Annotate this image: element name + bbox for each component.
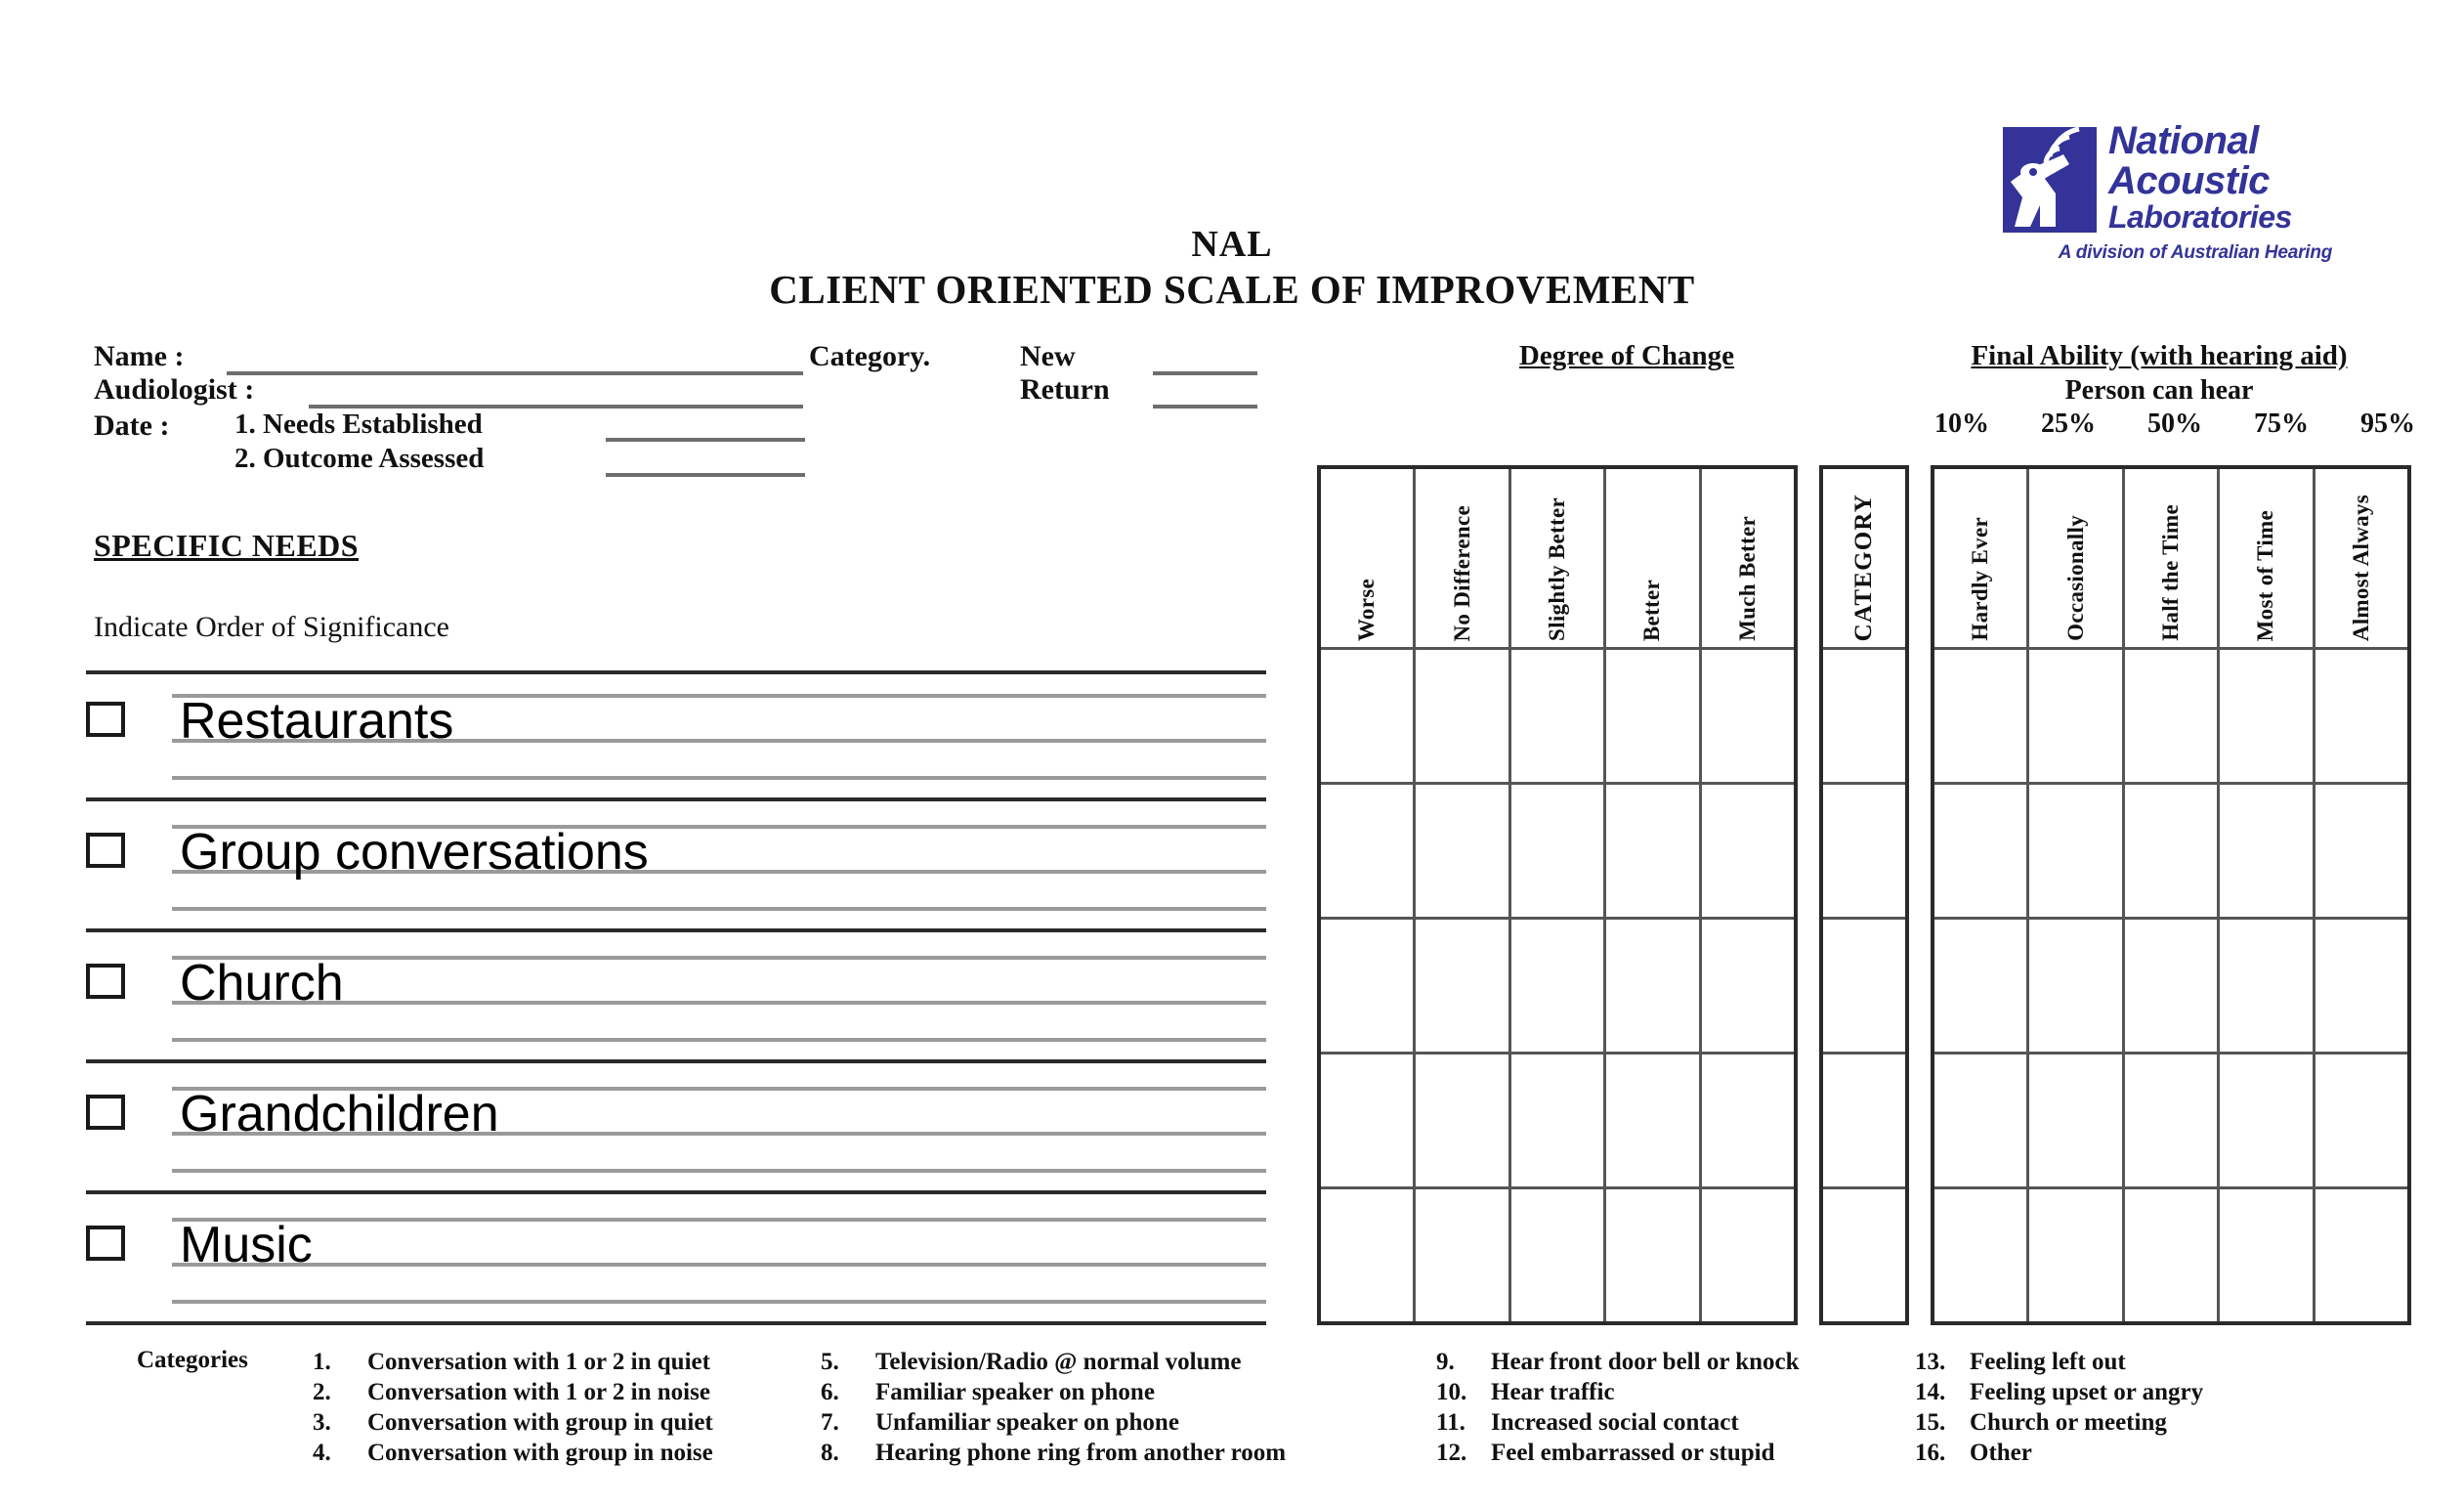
pct-25: 25%	[2041, 409, 2096, 439]
need-text-2[interactable]: Group conversations	[180, 824, 649, 881]
table-body	[1321, 650, 1794, 1321]
category-cell[interactable]	[1823, 1055, 1905, 1186]
category-text: Increased social contact	[1491, 1409, 1739, 1436]
list-item	[86, 670, 1266, 801]
final-ability-cell[interactable]	[1934, 920, 2029, 1052]
category-legend-item	[821, 1407, 1387, 1438]
degree-cell[interactable]	[1321, 1055, 1416, 1186]
degree-cell[interactable]	[1511, 920, 1606, 1052]
column-header-label: Slightly Better	[1545, 497, 1570, 641]
final-ability-heading: Final Ability (with hearing aid)	[1971, 340, 2348, 371]
final-ability-cell[interactable]	[2125, 650, 2220, 782]
table-row	[1321, 1055, 1794, 1189]
column-header-slightly-better	[1511, 469, 1606, 647]
column-header-label: Almost Always	[2348, 494, 2373, 641]
categories-column-1	[313, 1347, 782, 1468]
category-number: 3.	[313, 1409, 331, 1436]
writing-line	[172, 1169, 1266, 1173]
degree-cell[interactable]	[1511, 785, 1606, 917]
writing-line	[172, 776, 1266, 780]
pct-50: 50%	[2147, 409, 2202, 439]
category-number: 9.	[1436, 1349, 1455, 1375]
final-ability-cell[interactable]	[2125, 920, 2220, 1052]
need-text-1[interactable]: Restaurants	[180, 693, 454, 750]
page-title-nal: NAL	[1191, 224, 1273, 265]
column-header-label: No Difference	[1449, 504, 1474, 641]
order-of-significance-instruction: Indicate Order of Significance	[94, 611, 449, 643]
final-ability-cell[interactable]	[1934, 1189, 2029, 1321]
category-text: Conversation with 1 or 2 in quiet	[367, 1349, 710, 1375]
final-ability-table	[1931, 465, 2411, 1325]
degree-cell[interactable]	[1416, 1189, 1510, 1321]
column-header-no-difference	[1416, 469, 1510, 647]
category-legend-item	[313, 1407, 782, 1438]
degree-cell[interactable]	[1511, 1189, 1606, 1321]
column-header-label: Occasionally	[2062, 515, 2088, 641]
degree-cell[interactable]	[1606, 1189, 1701, 1321]
category-text: Church or meeting	[1970, 1409, 2167, 1436]
category-legend-item	[1436, 1407, 1905, 1438]
column-header-label: Hardly Ever	[1968, 517, 1993, 641]
degree-cell[interactable]	[1606, 785, 1701, 917]
degree-cell[interactable]	[1702, 1055, 1794, 1186]
list-item	[86, 1063, 1266, 1194]
degree-cell[interactable]	[1606, 1055, 1701, 1186]
logo-line-acoustic: Acoustic	[2108, 158, 2270, 202]
final-ability-cell[interactable]	[2220, 920, 2315, 1052]
category-text: Hear traffic	[1491, 1379, 1615, 1405]
new-label: New	[1020, 340, 1076, 372]
writing-line	[172, 1300, 1266, 1304]
category-text: Feeling left out	[1970, 1349, 2126, 1375]
table-row	[1934, 1189, 2407, 1321]
final-ability-cell[interactable]	[2315, 650, 2407, 782]
page-title-cosi: CLIENT ORIENTED SCALE OF IMPROVEMENT	[769, 267, 1695, 312]
table-row	[1823, 920, 1905, 1055]
category-number: 14.	[1915, 1379, 1946, 1405]
degree-cell[interactable]	[1702, 920, 1794, 1052]
category-text: Unfamiliar speaker on phone	[875, 1409, 1179, 1436]
degree-of-change-table	[1317, 465, 1798, 1325]
column-header-hardly-ever	[1934, 469, 2029, 647]
category-legend-item	[313, 1347, 782, 1377]
category-cell[interactable]	[1823, 650, 1905, 782]
category-text: Feel embarrassed or stupid	[1491, 1440, 1775, 1466]
final-ability-cell[interactable]	[2029, 650, 2124, 782]
category-number: 13.	[1915, 1349, 1946, 1375]
percentage-scale-row	[1934, 409, 2415, 440]
final-ability-cell[interactable]	[2029, 1189, 2124, 1321]
logo-line-laboratories: Laboratories	[2108, 198, 2292, 235]
needs-established-input-line[interactable]	[606, 438, 805, 442]
person-can-hear-subheading: Person can hear	[2064, 375, 2254, 406]
categories-column-4	[1915, 1347, 2384, 1468]
degree-cell[interactable]	[1416, 785, 1510, 917]
degree-of-change-heading: Degree of Change	[1518, 340, 1735, 371]
pct-10: 10%	[1934, 409, 1989, 439]
need-order-checkbox-2[interactable]	[86, 833, 125, 868]
final-ability-cell[interactable]	[2125, 1055, 2220, 1186]
degree-cell[interactable]	[1416, 1055, 1510, 1186]
final-ability-cell[interactable]	[2125, 785, 2220, 917]
outcome-assessed-label: 2. Outcome Assessed	[234, 443, 485, 474]
row-separator-bottom	[86, 1321, 1266, 1325]
table-body	[1823, 650, 1905, 1321]
categories-legend-title: Categories	[137, 1347, 248, 1373]
column-header-label: Half the Time	[2158, 504, 2184, 641]
audiologist-label: Audiologist :	[94, 373, 255, 406]
final-ability-cell[interactable]	[1934, 650, 2029, 782]
column-header-most-of-time	[2220, 469, 2315, 647]
category-legend-item	[1436, 1438, 1905, 1468]
return-input-line[interactable]	[1153, 405, 1257, 409]
column-header-category	[1823, 469, 1905, 647]
final-ability-cell[interactable]	[2029, 785, 2124, 917]
need-order-checkbox-1[interactable]	[86, 702, 125, 737]
category-number: 11.	[1436, 1409, 1466, 1436]
category-number: 8.	[821, 1440, 839, 1466]
pct-75: 75%	[2254, 409, 2309, 439]
row-separator-top	[86, 670, 1266, 674]
category-number: 5.	[821, 1349, 839, 1375]
pct-95: 95%	[2360, 409, 2415, 439]
category-table	[1819, 465, 1909, 1325]
outcome-assessed-input-line[interactable]	[606, 473, 805, 477]
new-input-line[interactable]	[1153, 371, 1257, 375]
logo-tagline: A division of Australian Hearing	[2058, 242, 2333, 263]
category-legend-item	[821, 1347, 1387, 1377]
final-ability-cell[interactable]	[1934, 1055, 2029, 1186]
column-header-label: Most of Time	[2253, 509, 2278, 641]
category-text: Other	[1970, 1440, 2032, 1466]
final-ability-cell[interactable]	[2125, 1189, 2220, 1321]
category-cell[interactable]	[1823, 785, 1905, 917]
name-label: Name :	[94, 340, 185, 372]
category-text: Familiar speaker on phone	[875, 1379, 1155, 1405]
category-number: 2.	[313, 1379, 331, 1405]
final-ability-cell[interactable]	[2315, 785, 2407, 917]
category-legend-item	[1436, 1377, 1905, 1407]
category-cell[interactable]	[1823, 1189, 1905, 1321]
logo-wordmark	[2108, 121, 2382, 233]
category-number: 7.	[821, 1409, 839, 1436]
need-text-5[interactable]: Music	[180, 1217, 313, 1273]
column-header-label: Much Better	[1734, 516, 1760, 641]
needs-established-label: 1. Needs Established	[234, 409, 483, 440]
category-legend-item	[1915, 1438, 2384, 1468]
need-order-checkbox-4[interactable]	[86, 1095, 125, 1130]
categories-legend	[137, 1347, 2423, 1464]
specific-needs-heading: SPECIFIC NEEDS	[94, 528, 360, 563]
category-number: 15.	[1915, 1409, 1946, 1436]
final-ability-cell[interactable]	[2315, 920, 2407, 1052]
degree-cell[interactable]	[1702, 1189, 1794, 1321]
final-ability-cell[interactable]	[2315, 1055, 2407, 1186]
table-body	[1934, 650, 2407, 1321]
final-ability-cell[interactable]	[2029, 920, 2124, 1052]
list-item	[86, 801, 1266, 932]
category-cell[interactable]	[1823, 920, 1905, 1052]
need-order-checkbox-3[interactable]	[86, 964, 125, 999]
degree-cell[interactable]	[1606, 650, 1701, 782]
degree-cell[interactable]	[1702, 785, 1794, 917]
final-ability-cell[interactable]	[2220, 1189, 2315, 1321]
category-legend-item	[1915, 1347, 2384, 1377]
degree-cell[interactable]	[1321, 650, 1416, 782]
degree-cell[interactable]	[1416, 920, 1510, 1052]
categories-column-2	[821, 1347, 1387, 1468]
return-label: Return	[1020, 373, 1110, 406]
table-row	[1934, 650, 2407, 785]
category-legend-item	[1915, 1377, 2384, 1407]
final-ability-cell[interactable]	[2315, 1189, 2407, 1321]
category-text: Hear front door bell or knock	[1491, 1349, 1800, 1375]
writing-line	[172, 1263, 1266, 1267]
degree-cell[interactable]	[1702, 650, 1794, 782]
table-row	[1934, 920, 2407, 1055]
table-row	[1823, 785, 1905, 920]
table-row	[1321, 1189, 1794, 1321]
table-row	[1321, 650, 1794, 785]
degree-cell[interactable]	[1321, 920, 1416, 1052]
table-row	[1934, 1055, 2407, 1189]
column-header-half-the-time	[2125, 469, 2220, 647]
category-text: Hearing phone ring from another room	[875, 1440, 1287, 1466]
writing-line	[172, 1038, 1266, 1042]
category-legend-item	[1436, 1347, 1905, 1377]
column-header-occasionally	[2029, 469, 2124, 647]
category-number: 16.	[1915, 1440, 1946, 1466]
category-legend-item	[821, 1377, 1387, 1407]
categories-column-3	[1436, 1347, 1905, 1468]
specific-needs-list	[86, 670, 1266, 1327]
table-row	[1823, 650, 1905, 785]
category-legend-item	[313, 1377, 782, 1407]
date-label: Date :	[94, 409, 170, 442]
table-row	[1823, 1055, 1905, 1189]
list-item	[86, 932, 1266, 1063]
category-text: Television/Radio @ normal volume	[875, 1349, 1242, 1375]
category-number: 12.	[1436, 1440, 1467, 1466]
column-header-much-better	[1702, 469, 1794, 647]
name-input-line[interactable]	[227, 371, 803, 375]
column-header-label: Better	[1639, 579, 1665, 641]
category-text: Feeling upset or angry	[1970, 1379, 2204, 1405]
writing-line	[172, 907, 1266, 911]
category-legend-item	[821, 1438, 1387, 1468]
table-row	[1321, 920, 1794, 1055]
table-header-row	[1823, 469, 1905, 650]
final-ability-cell[interactable]	[2220, 650, 2315, 782]
writing-line	[172, 1218, 1266, 1222]
category-text: Conversation with group in noise	[367, 1440, 713, 1466]
category-text: Conversation with 1 or 2 in noise	[367, 1379, 710, 1405]
category-label: Category.	[809, 340, 931, 372]
degree-cell[interactable]	[1511, 650, 1606, 782]
degree-cell[interactable]	[1321, 785, 1416, 917]
final-ability-cell[interactable]	[2220, 1055, 2315, 1186]
column-header-almost-always	[2315, 469, 2407, 647]
final-ability-cell[interactable]	[1934, 785, 2029, 917]
column-header-better	[1606, 469, 1701, 647]
logo-line-national: National	[2108, 119, 2259, 162]
category-legend-item	[1915, 1407, 2384, 1438]
nal-figure-with-soundwaves-icon	[2001, 125, 2099, 235]
column-header-label: Worse	[1354, 578, 1380, 641]
need-text-4[interactable]: Grandchildren	[180, 1086, 499, 1142]
column-header-label: CATEGORY	[1850, 493, 1877, 641]
list-item	[86, 1194, 1266, 1325]
final-ability-cell[interactable]	[2220, 785, 2315, 917]
table-header-row	[1934, 469, 2407, 650]
category-text: Conversation with group in quiet	[367, 1409, 713, 1436]
degree-cell[interactable]	[1321, 1189, 1416, 1321]
column-header-worse	[1321, 469, 1416, 647]
degree-cell[interactable]	[1511, 1055, 1606, 1186]
category-number: 4.	[313, 1440, 331, 1466]
table-row	[1321, 785, 1794, 920]
degree-cell[interactable]	[1606, 920, 1701, 1052]
final-ability-cell[interactable]	[2029, 1055, 2124, 1186]
need-text-3[interactable]: Church	[180, 955, 344, 1012]
table-row	[1934, 785, 2407, 920]
category-number: 10.	[1436, 1379, 1467, 1405]
table-header-row	[1321, 469, 1794, 650]
category-number: 6.	[821, 1379, 839, 1405]
need-order-checkbox-5[interactable]	[86, 1226, 125, 1261]
table-row	[1823, 1189, 1905, 1321]
category-legend-item	[313, 1438, 782, 1468]
category-number: 1.	[313, 1349, 331, 1375]
degree-cell[interactable]	[1416, 650, 1510, 782]
